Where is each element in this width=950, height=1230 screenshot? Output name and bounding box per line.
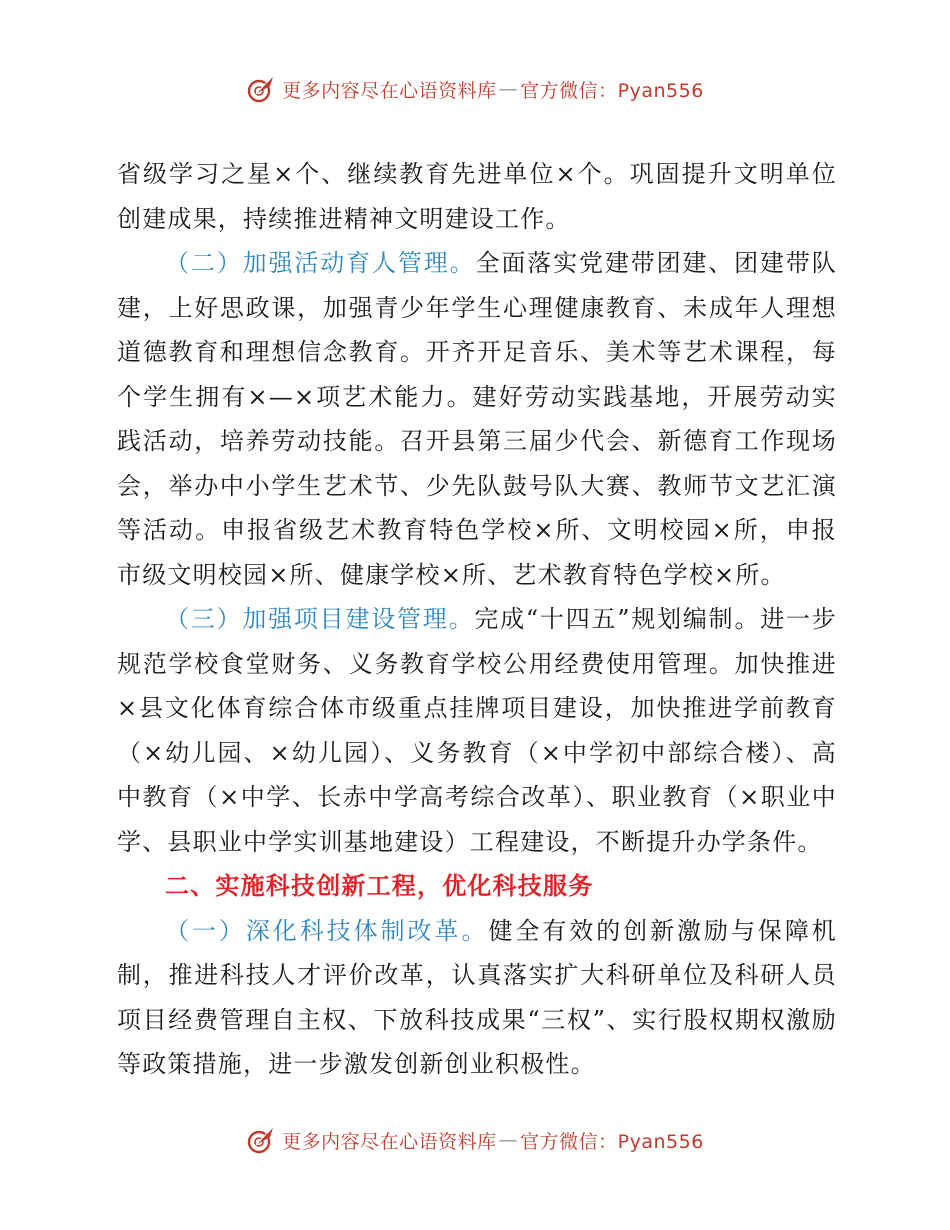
paragraph-4-text: 健全有效的创新激励与保障机制，推进科技人才评价改革，认真落实扩大科研单位及科研人员项目经费管理自主权、下放科技成果“三权”、实行股权期权激励等政策措施，进一步激发创新创业积极性。 [117, 916, 837, 1078]
subheading-tech-reform: （一）深化科技体制改革。 [165, 916, 489, 945]
watermark-suffix: 官方微信：Pyan556 [520, 79, 704, 102]
paragraph-3-text: 完成“十四五”规划编制。进一步规范学校食堂财务、义务教育学校公用经费使用管理。加快推进×县文化体育综合体市级重点挂牌项目建设，加快推进学前教育（×幼儿园、×幼儿园）、义务教育（×中学初中部综合楼）、高中教育（×中学、长赤中学高考综合改革）、职业教育（×职业中学、县职业中学实训基地建设）工程建设，不断提升办学条件。 [117, 605, 837, 856]
paragraph-1 [117, 152, 837, 241]
watermark-text: 更多内容尽在心语资料库 [282, 1130, 497, 1153]
header-watermark [0, 74, 950, 104]
subheading-activity-education: （二）加强活动育人管理。 [165, 249, 476, 277]
paragraph-4 [117, 909, 837, 1087]
footer-watermark [0, 1125, 950, 1155]
paragraph-3 [117, 597, 837, 864]
watermark-separator: — [498, 78, 519, 100]
watermark-suffix: 官方微信：Pyan556 [520, 1130, 704, 1153]
watermark-separator: — [498, 1129, 519, 1151]
paragraph-1-text: 省级学习之星×个、继续教育先进单位×个。巩固提升文明单位创建成果，持续推进精神文明建设工作。 [117, 160, 837, 233]
quill-logo-icon [246, 74, 276, 104]
section-2-title: 二、实施科技创新工程，优化科技服务 [165, 872, 594, 900]
watermark-text: 更多内容尽在心语资料库 [282, 79, 497, 102]
subheading-project-construction: （三）加强项目建设管理。 [165, 605, 475, 633]
paragraph-2-text: 全面落实党建带团建、团建带队建，上好思政课，加强青少年学生心理健康教育、未成年人理想道德教育和理想信念教育。开齐开足音乐、美术等艺术课程，每个学生拥有×—×项艺术能力。建好劳动实践基地，开展劳动实践活动，培养劳动技能。召开县第三届少代会、新德育工作现场会，举办中小学生艺术节、少先队鼓号队大赛、教师节文艺汇演等活动。申报省级艺术教育特色学校×所、文明校园×所，申报市级文明校园×所、健康学校×所、艺术教育特色学校×所。 [117, 249, 837, 589]
document-body [117, 152, 837, 1087]
paragraph-2 [117, 241, 837, 597]
quill-logo-icon [246, 1125, 276, 1155]
